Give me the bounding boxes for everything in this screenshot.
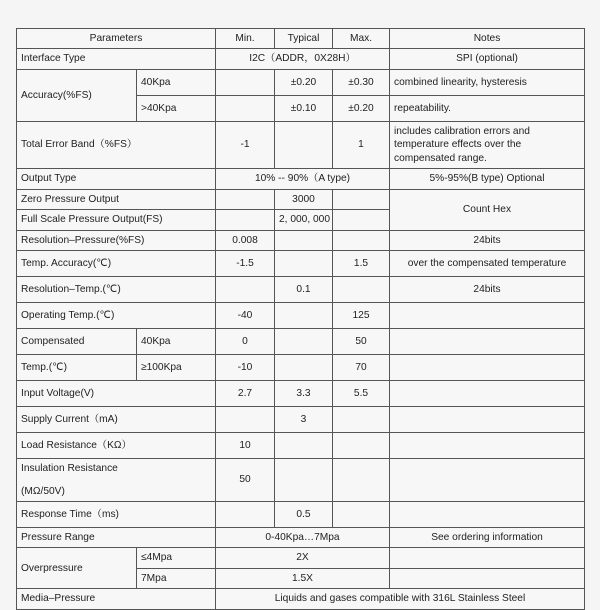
value-media-pressure: Liquids and gases compatible with 316L Stainless Steel [216, 589, 585, 609]
header-max: Max. [333, 29, 390, 49]
typ-load-resistance [275, 433, 333, 459]
notes-output-type: 5%-95%(B type) Optional [390, 169, 585, 189]
notes-input-voltage [390, 381, 585, 407]
max-full-scale-pressure-output [333, 210, 390, 230]
specification-table [16, 28, 585, 610]
sub-overpressure-4mpa: ≤4Mpa [137, 548, 216, 568]
row-label-overpressure: Overpressure [17, 548, 137, 589]
table-row [17, 303, 585, 329]
sub-accuracy-40kpa: 40Kpa [137, 69, 216, 95]
max-compensated-40kpa: 50 [333, 329, 390, 355]
row-label-insulation-resistance [17, 459, 216, 502]
min-response-time [216, 501, 275, 527]
typ-insulation-resistance [275, 459, 333, 502]
typ-resolution-pressure [275, 230, 333, 250]
notes-interface-type: SPI (optional) [390, 49, 585, 69]
header-notes: Notes [390, 29, 585, 49]
table-row [17, 169, 585, 189]
insulation-resistance-line2: (MΩ/50V) [21, 485, 65, 497]
max-resolution-temp [333, 277, 390, 303]
max-input-voltage: 5.5 [333, 381, 390, 407]
max-load-resistance [333, 433, 390, 459]
notes-compensated-100kpa [390, 355, 585, 381]
table-row [17, 49, 585, 69]
table-row [17, 189, 585, 209]
max-accuracy-over-40kpa: ±0.20 [333, 95, 390, 121]
table-row [17, 251, 585, 277]
max-zero-pressure-output [333, 189, 390, 209]
table-row [17, 548, 585, 568]
table-row [17, 230, 585, 250]
sub-compensated-40kpa: 40Kpa [137, 329, 216, 355]
min-temp-accuracy: -1.5 [216, 251, 275, 277]
row-label-interface-type: Interface Type [17, 49, 216, 69]
header-parameters: Parameters [17, 29, 216, 49]
min-load-resistance: 10 [216, 433, 275, 459]
max-resolution-pressure [333, 230, 390, 250]
value-overpressure-7mpa: 1.5X [216, 568, 390, 588]
min-accuracy-over-40kpa [216, 95, 275, 121]
notes-operating-temp [390, 303, 585, 329]
row-label-temp-accuracy: Temp. Accuracy(℃) [17, 251, 216, 277]
row-label-operating-temp: Operating Temp.(℃) [17, 303, 216, 329]
typ-accuracy-over-40kpa: ±0.10 [275, 95, 333, 121]
sub-overpressure-7mpa: 7Mpa [137, 568, 216, 588]
row-label-input-voltage: Input Voltage(V) [17, 381, 216, 407]
insulation-resistance-line1: Insulation Resistance [21, 463, 118, 475]
max-accuracy-40kpa: ±0.30 [333, 69, 390, 95]
max-temp-accuracy: 1.5 [333, 251, 390, 277]
row-label-compensated: Compensated [17, 329, 137, 355]
notes-supply-current [390, 407, 585, 433]
notes-accuracy-line2: repeatability. [390, 95, 585, 121]
row-label-resolution-pressure: Resolution–Pressure(%FS) [17, 230, 216, 250]
max-insulation-resistance [333, 459, 390, 502]
table-row [17, 589, 585, 609]
notes-temp-accuracy: over the compensated temperature [390, 251, 585, 277]
table-row [17, 459, 585, 502]
notes-load-resistance [390, 433, 585, 459]
table-row [17, 355, 585, 381]
table-row [17, 277, 585, 303]
min-full-scale-pressure-output [216, 210, 275, 230]
typ-zero-pressure-output: 3000 [275, 189, 333, 209]
row-label-zero-pressure-output: Zero Pressure Output [17, 189, 216, 209]
table-row [17, 527, 585, 547]
min-supply-current [216, 407, 275, 433]
row-label-accuracy: Accuracy(%FS) [17, 69, 137, 121]
table-row [17, 329, 585, 355]
row-label-response-time: Response Time（ms) [17, 501, 216, 527]
notes-total-error-band: includes calibration errors and temperature effects over the compensated range. [390, 121, 585, 168]
value-output-type: 10% -- 90%（A type) [216, 169, 390, 189]
spec-sheet [16, 28, 584, 610]
typ-total-error-band [275, 121, 333, 168]
row-label-load-resistance: Load Resistance（KΩ） [17, 433, 216, 459]
table-row [17, 433, 585, 459]
value-overpressure-4mpa: 2X [216, 548, 390, 568]
row-label-resolution-temp: Resolution–Temp.(℃) [17, 277, 216, 303]
table-row [17, 501, 585, 527]
notes-accuracy-line1: combined linearity, hysteresis [390, 69, 585, 95]
min-compensated-40kpa: 0 [216, 329, 275, 355]
notes-count-hex: Count Hex [390, 189, 585, 230]
header-min: Min. [216, 29, 275, 49]
typ-full-scale-pressure-output: 2, 000, 000 [275, 210, 333, 230]
row-label-media-pressure: Media–Pressure [17, 589, 216, 609]
notes-response-time [390, 501, 585, 527]
table-row [17, 381, 585, 407]
table-row [17, 407, 585, 433]
max-compensated-100kpa: 70 [333, 355, 390, 381]
typ-supply-current: 3 [275, 407, 333, 433]
notes-overpressure-7mpa [390, 568, 585, 588]
max-response-time [333, 501, 390, 527]
row-label-compensated-temp-unit: Temp.(℃) [17, 355, 137, 381]
typ-accuracy-40kpa: ±0.20 [275, 69, 333, 95]
value-pressure-range: 0-40Kpa…7Mpa [216, 527, 390, 547]
row-label-total-error-band: Total Error Band（%FS） [17, 121, 216, 168]
notes-overpressure-4mpa [390, 548, 585, 568]
min-operating-temp: -40 [216, 303, 275, 329]
max-operating-temp: 125 [333, 303, 390, 329]
typ-resolution-temp: 0.1 [275, 277, 333, 303]
min-input-voltage: 2.7 [216, 381, 275, 407]
max-total-error-band: 1 [333, 121, 390, 168]
min-insulation-resistance: 50 [216, 459, 275, 502]
notes-insulation-resistance [390, 459, 585, 502]
row-label-supply-current: Supply Current（mA) [17, 407, 216, 433]
min-accuracy-40kpa [216, 69, 275, 95]
value-interface-type: I2C（ADDR，0X28H） [216, 49, 390, 69]
typ-response-time: 0.5 [275, 501, 333, 527]
typ-operating-temp [275, 303, 333, 329]
typ-temp-accuracy [275, 251, 333, 277]
notes-compensated-40kpa [390, 329, 585, 355]
notes-resolution-temp: 24bits [390, 277, 585, 303]
sub-compensated-100kpa: ≥100Kpa [137, 355, 216, 381]
min-resolution-pressure: 0.008 [216, 230, 275, 250]
row-label-output-type: Output Type [17, 169, 216, 189]
sub-accuracy-over-40kpa: >40Kpa [137, 95, 216, 121]
typ-compensated-40kpa [275, 329, 333, 355]
typ-compensated-100kpa [275, 355, 333, 381]
min-total-error-band: -1 [216, 121, 275, 168]
notes-pressure-range: See ordering information [390, 527, 585, 547]
notes-resolution-pressure: 24bits [390, 230, 585, 250]
min-resolution-temp [216, 277, 275, 303]
row-label-full-scale-pressure-output: Full Scale Pressure Output(FS) [17, 210, 216, 230]
max-supply-current [333, 407, 390, 433]
header-typical: Typical [275, 29, 333, 49]
table-row [17, 69, 585, 95]
min-compensated-100kpa: -10 [216, 355, 275, 381]
row-label-pressure-range: Pressure Range [17, 527, 216, 547]
table-header-row [17, 29, 585, 49]
min-zero-pressure-output [216, 189, 275, 209]
typ-input-voltage: 3.3 [275, 381, 333, 407]
table-row [17, 121, 585, 168]
